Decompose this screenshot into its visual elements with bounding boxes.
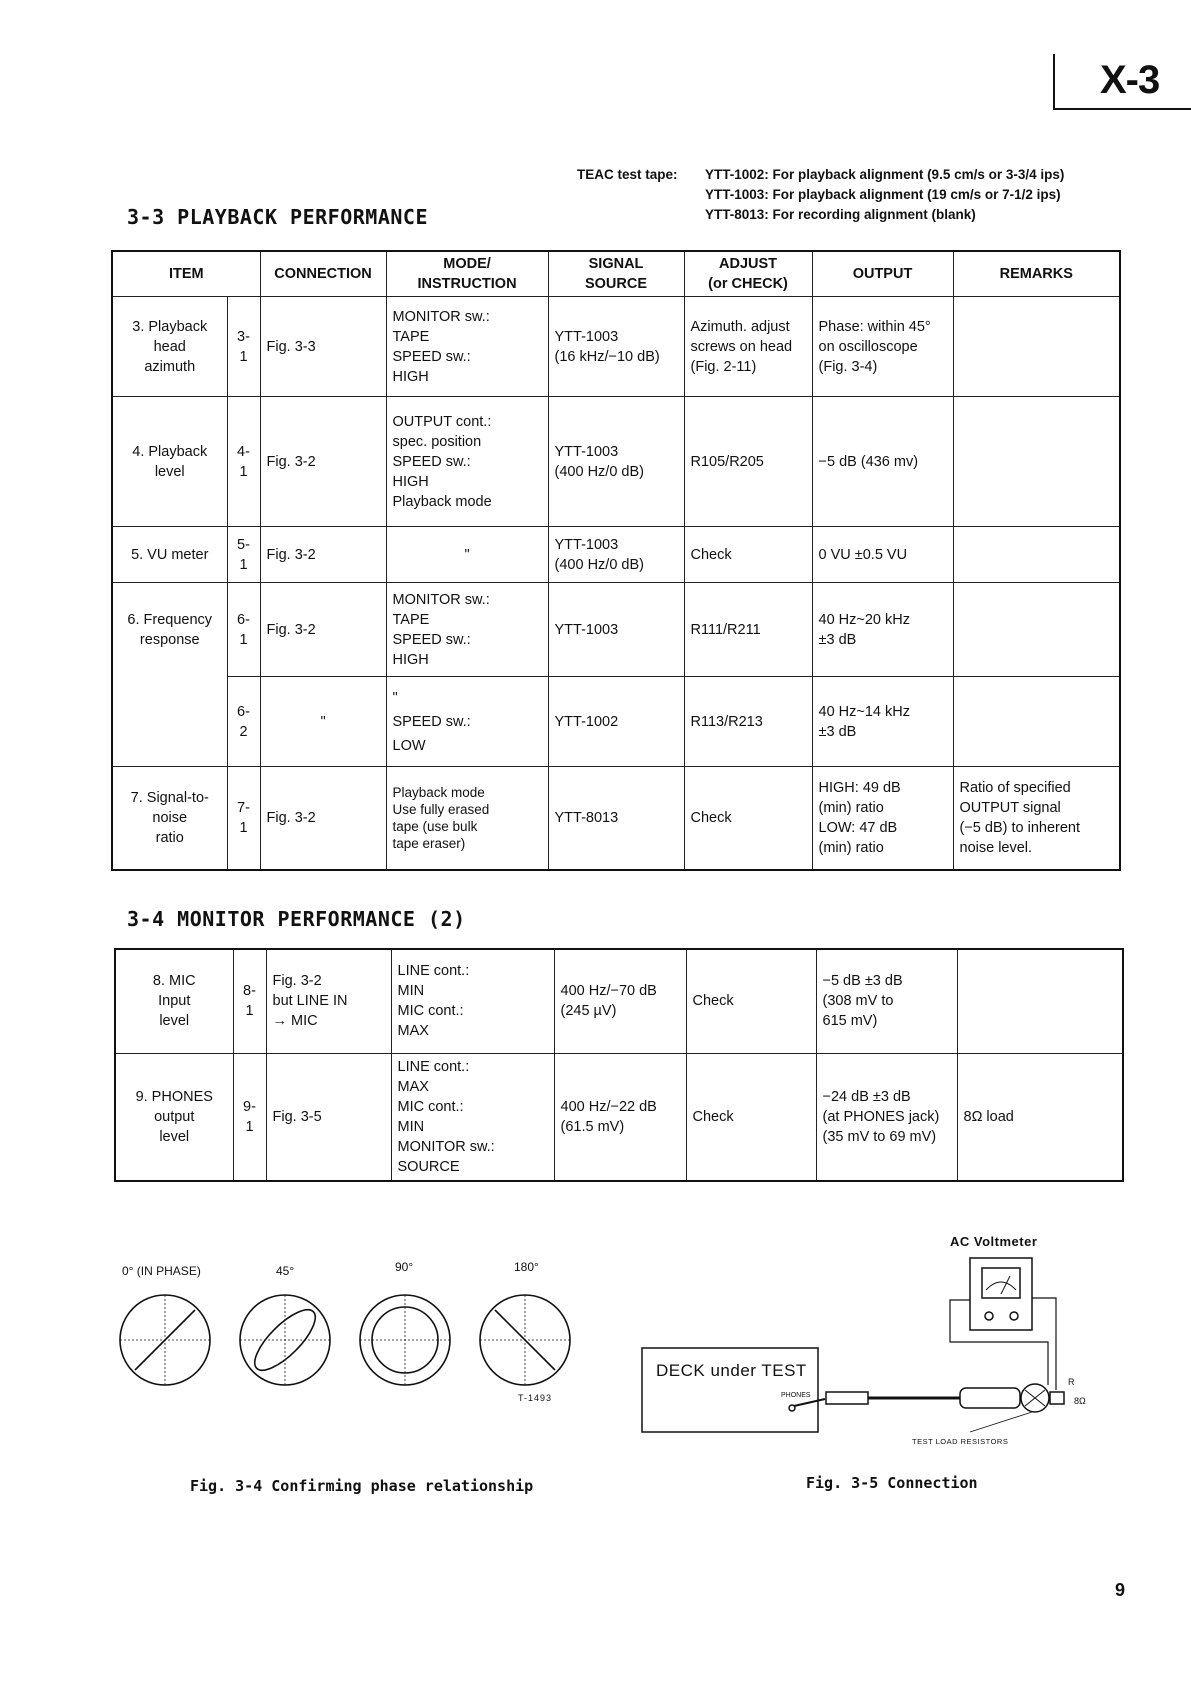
cell-connection: Fig. 3-3 xyxy=(260,297,386,397)
cell-connection: Fig. 3-2 xyxy=(260,767,386,870)
cell-item: 5. VU meter xyxy=(112,527,227,583)
tape-info-line: YTT-1002: For playback alignment (9.5 cm/s or 3-3/4 ips) xyxy=(705,167,1065,182)
cell-item xyxy=(112,677,227,767)
cell-item: 4. Playback level xyxy=(112,397,227,527)
cell-mode: MONITOR sw.: TAPE SPEED sw.: HIGH xyxy=(386,583,548,677)
header-connection: CONNECTION xyxy=(260,251,386,297)
cell-adjust: Check xyxy=(686,1053,816,1181)
cell-item: 9. PHONES output level xyxy=(115,1053,233,1181)
phone-plug xyxy=(826,1392,868,1404)
cell-mode: " SPEED sw.: LOW xyxy=(386,677,548,767)
cell-remarks: 8Ω load xyxy=(957,1053,1123,1181)
cell-adjust: Check xyxy=(684,767,812,870)
cell-step: 3-1 xyxy=(227,297,260,397)
table-row xyxy=(115,949,1123,1053)
tape-info-line: YTT-1003: For playback alignment (19 cm/s or 7-1/2 ips) xyxy=(705,187,1061,202)
cell-remarks xyxy=(957,949,1123,1053)
cell-mode: " xyxy=(386,527,548,583)
cell-signal: YTT-8013 xyxy=(548,767,684,870)
table-row xyxy=(112,583,1120,677)
cell-signal: YTT-1003 (400 Hz/0 dB) xyxy=(548,527,684,583)
table-row xyxy=(112,527,1120,583)
table-row xyxy=(112,677,1120,767)
cell-item: 3. Playback head azimuth xyxy=(112,297,227,397)
cell-mode: OUTPUT cont.: spec. position SPEED sw.: HIGH Playback mode xyxy=(386,397,548,527)
section-title-monitor: 3-4 MONITOR PERFORMANCE (2) xyxy=(127,907,466,931)
tape-info-label: TEAC test tape: xyxy=(577,167,678,182)
resistor xyxy=(1050,1392,1064,1404)
cell-adjust: Azimuth. adjust screws on head (Fig. 2-11) xyxy=(684,297,812,397)
cell-item: 7. Signal-to- noise ratio xyxy=(112,767,227,870)
playback-performance-table xyxy=(111,250,1121,871)
phase-label-90: 90° xyxy=(395,1260,414,1274)
header-item: ITEM xyxy=(112,251,260,297)
cell-output: HIGH: 49 dB (min) ratio LOW: 47 dB (min) ratio xyxy=(812,767,953,870)
cell-output: Phase: within 45° on oscilloscope (Fig. 3-4) xyxy=(812,297,953,397)
cell-adjust: Check xyxy=(686,949,816,1053)
cell-remarks xyxy=(953,677,1120,767)
page-tag: X-3 xyxy=(1100,58,1160,102)
cell-signal: 400 Hz/−22 dB (61.5 mV) xyxy=(554,1053,686,1181)
header-adjust: ADJUST (or CHECK) xyxy=(684,251,812,297)
cell-step: 5-1 xyxy=(227,527,260,583)
cell-remarks xyxy=(953,397,1120,527)
cell-signal: YTT-1003 (400 Hz/0 dB) xyxy=(548,397,684,527)
page-number: 9 xyxy=(1115,1580,1126,1600)
cell-signal: YTT-1002 xyxy=(548,677,684,767)
cell-adjust: R105/R205 xyxy=(684,397,812,527)
cell-adjust: Check xyxy=(684,527,812,583)
cell-signal: YTT-1003 (16 kHz/−10 dB) xyxy=(548,297,684,397)
terminal xyxy=(985,1312,993,1320)
fig34-caption: Fig. 3-4 Confirming phase relationship xyxy=(190,1477,534,1495)
cell-connection: Fig. 3-2 xyxy=(260,583,386,677)
resistor-ohm-label: 8Ω xyxy=(1074,1396,1086,1406)
cell-output: −24 dB ±3 dB (at PHONES jack) (35 mV to 69 mV) xyxy=(816,1053,957,1181)
deck-label: DECK under TEST xyxy=(656,1361,807,1380)
cell-signal: YTT-1003 xyxy=(548,583,684,677)
phase-label-0: 0° (IN PHASE) xyxy=(122,1264,201,1278)
cell-step: 6-1 xyxy=(227,583,260,677)
cell-remarks: Ratio of specified OUTPUT signal (−5 dB) to inherent noise level. xyxy=(953,767,1120,870)
cell-output: −5 dB (436 mv) xyxy=(812,397,953,527)
cell-connection: Fig. 3-2 xyxy=(260,397,386,527)
cell-output: −5 dB ±3 dB (308 mV to 615 mV) xyxy=(816,949,957,1053)
table-header-row xyxy=(112,251,1120,297)
table-row xyxy=(112,397,1120,527)
header-mode: MODE/ INSTRUCTION xyxy=(386,251,548,297)
monitor-performance-table xyxy=(114,948,1124,1182)
cell-mode: LINE cont.: MAX MIC cont.: MIN MONITOR sw.: SOURCE xyxy=(391,1053,554,1181)
cell-mode: MONITOR sw.: TAPE SPEED sw.: HIGH xyxy=(386,297,548,397)
cell-remarks xyxy=(953,583,1120,677)
header-remarks: REMARKS xyxy=(953,251,1120,297)
table-row xyxy=(112,297,1120,397)
cell-adjust: R111/R211 xyxy=(684,583,812,677)
scope-0-deg xyxy=(120,1295,210,1385)
connection-diagram xyxy=(640,1250,1080,1440)
table-row xyxy=(115,1053,1123,1181)
cell-output: 0 VU ±0.5 VU xyxy=(812,527,953,583)
test-load-resistors-label: TEST LOAD RESISTORS xyxy=(912,1437,1009,1446)
cell-item: 8. MIC Input level xyxy=(115,949,233,1053)
figure-code: T-1493 xyxy=(518,1393,553,1403)
resistor-r-label: R xyxy=(1068,1377,1075,1387)
header-output: OUTPUT xyxy=(812,251,953,297)
cell-step: 7-1 xyxy=(227,767,260,870)
header-signal: SIGNAL SOURCE xyxy=(548,251,684,297)
tape-info xyxy=(577,165,1137,227)
cell-connection: Fig. 3-2 but LINE IN → MIC xyxy=(266,949,391,1053)
cell-connection: Fig. 3-2 xyxy=(260,527,386,583)
cell-connection: Fig. 3-5 xyxy=(266,1053,391,1181)
cell-mode: Playback mode Use fully erased tape (use bulk tape eraser) xyxy=(386,767,548,870)
plug-body xyxy=(960,1388,1020,1408)
tape-info-line: YTT-8013: For recording alignment (blank) xyxy=(705,207,976,222)
cell-remarks xyxy=(953,297,1120,397)
cell-output: 40 Hz~20 kHz ±3 dB xyxy=(812,583,953,677)
phones-label: PHONES xyxy=(781,1392,811,1399)
scope-180-deg xyxy=(480,1295,570,1385)
scope-90-deg xyxy=(360,1295,450,1385)
cell-adjust: R113/R213 xyxy=(684,677,812,767)
cell-step: 8-1 xyxy=(233,949,266,1053)
terminal xyxy=(1010,1312,1018,1320)
cell-signal: 400 Hz/−70 dB (245 µV) xyxy=(554,949,686,1053)
cell-step: 4-1 xyxy=(227,397,260,527)
cell-mode: LINE cont.: MIN MIC cont.: MAX xyxy=(391,949,554,1053)
cell-remarks xyxy=(953,527,1120,583)
section-title-playback: 3-3 PLAYBACK PERFORMANCE xyxy=(127,205,428,229)
cell-output: 40 Hz~14 kHz ±3 dB xyxy=(812,677,953,767)
phase-label-45: 45° xyxy=(276,1264,295,1278)
cell-connection: " xyxy=(260,677,386,767)
table-row xyxy=(112,767,1120,870)
fig35-caption: Fig. 3-5 Connection xyxy=(806,1474,978,1492)
cell-step: 6-2 xyxy=(227,677,260,767)
phase-label-180: 180° xyxy=(514,1260,539,1274)
phase-diagrams xyxy=(110,1285,580,1395)
cell-step: 9-1 xyxy=(233,1053,266,1181)
cell-item: 6. Frequency response xyxy=(112,583,227,677)
voltmeter-label: AC Voltmeter xyxy=(950,1234,1038,1249)
scope-45-deg xyxy=(240,1295,330,1385)
